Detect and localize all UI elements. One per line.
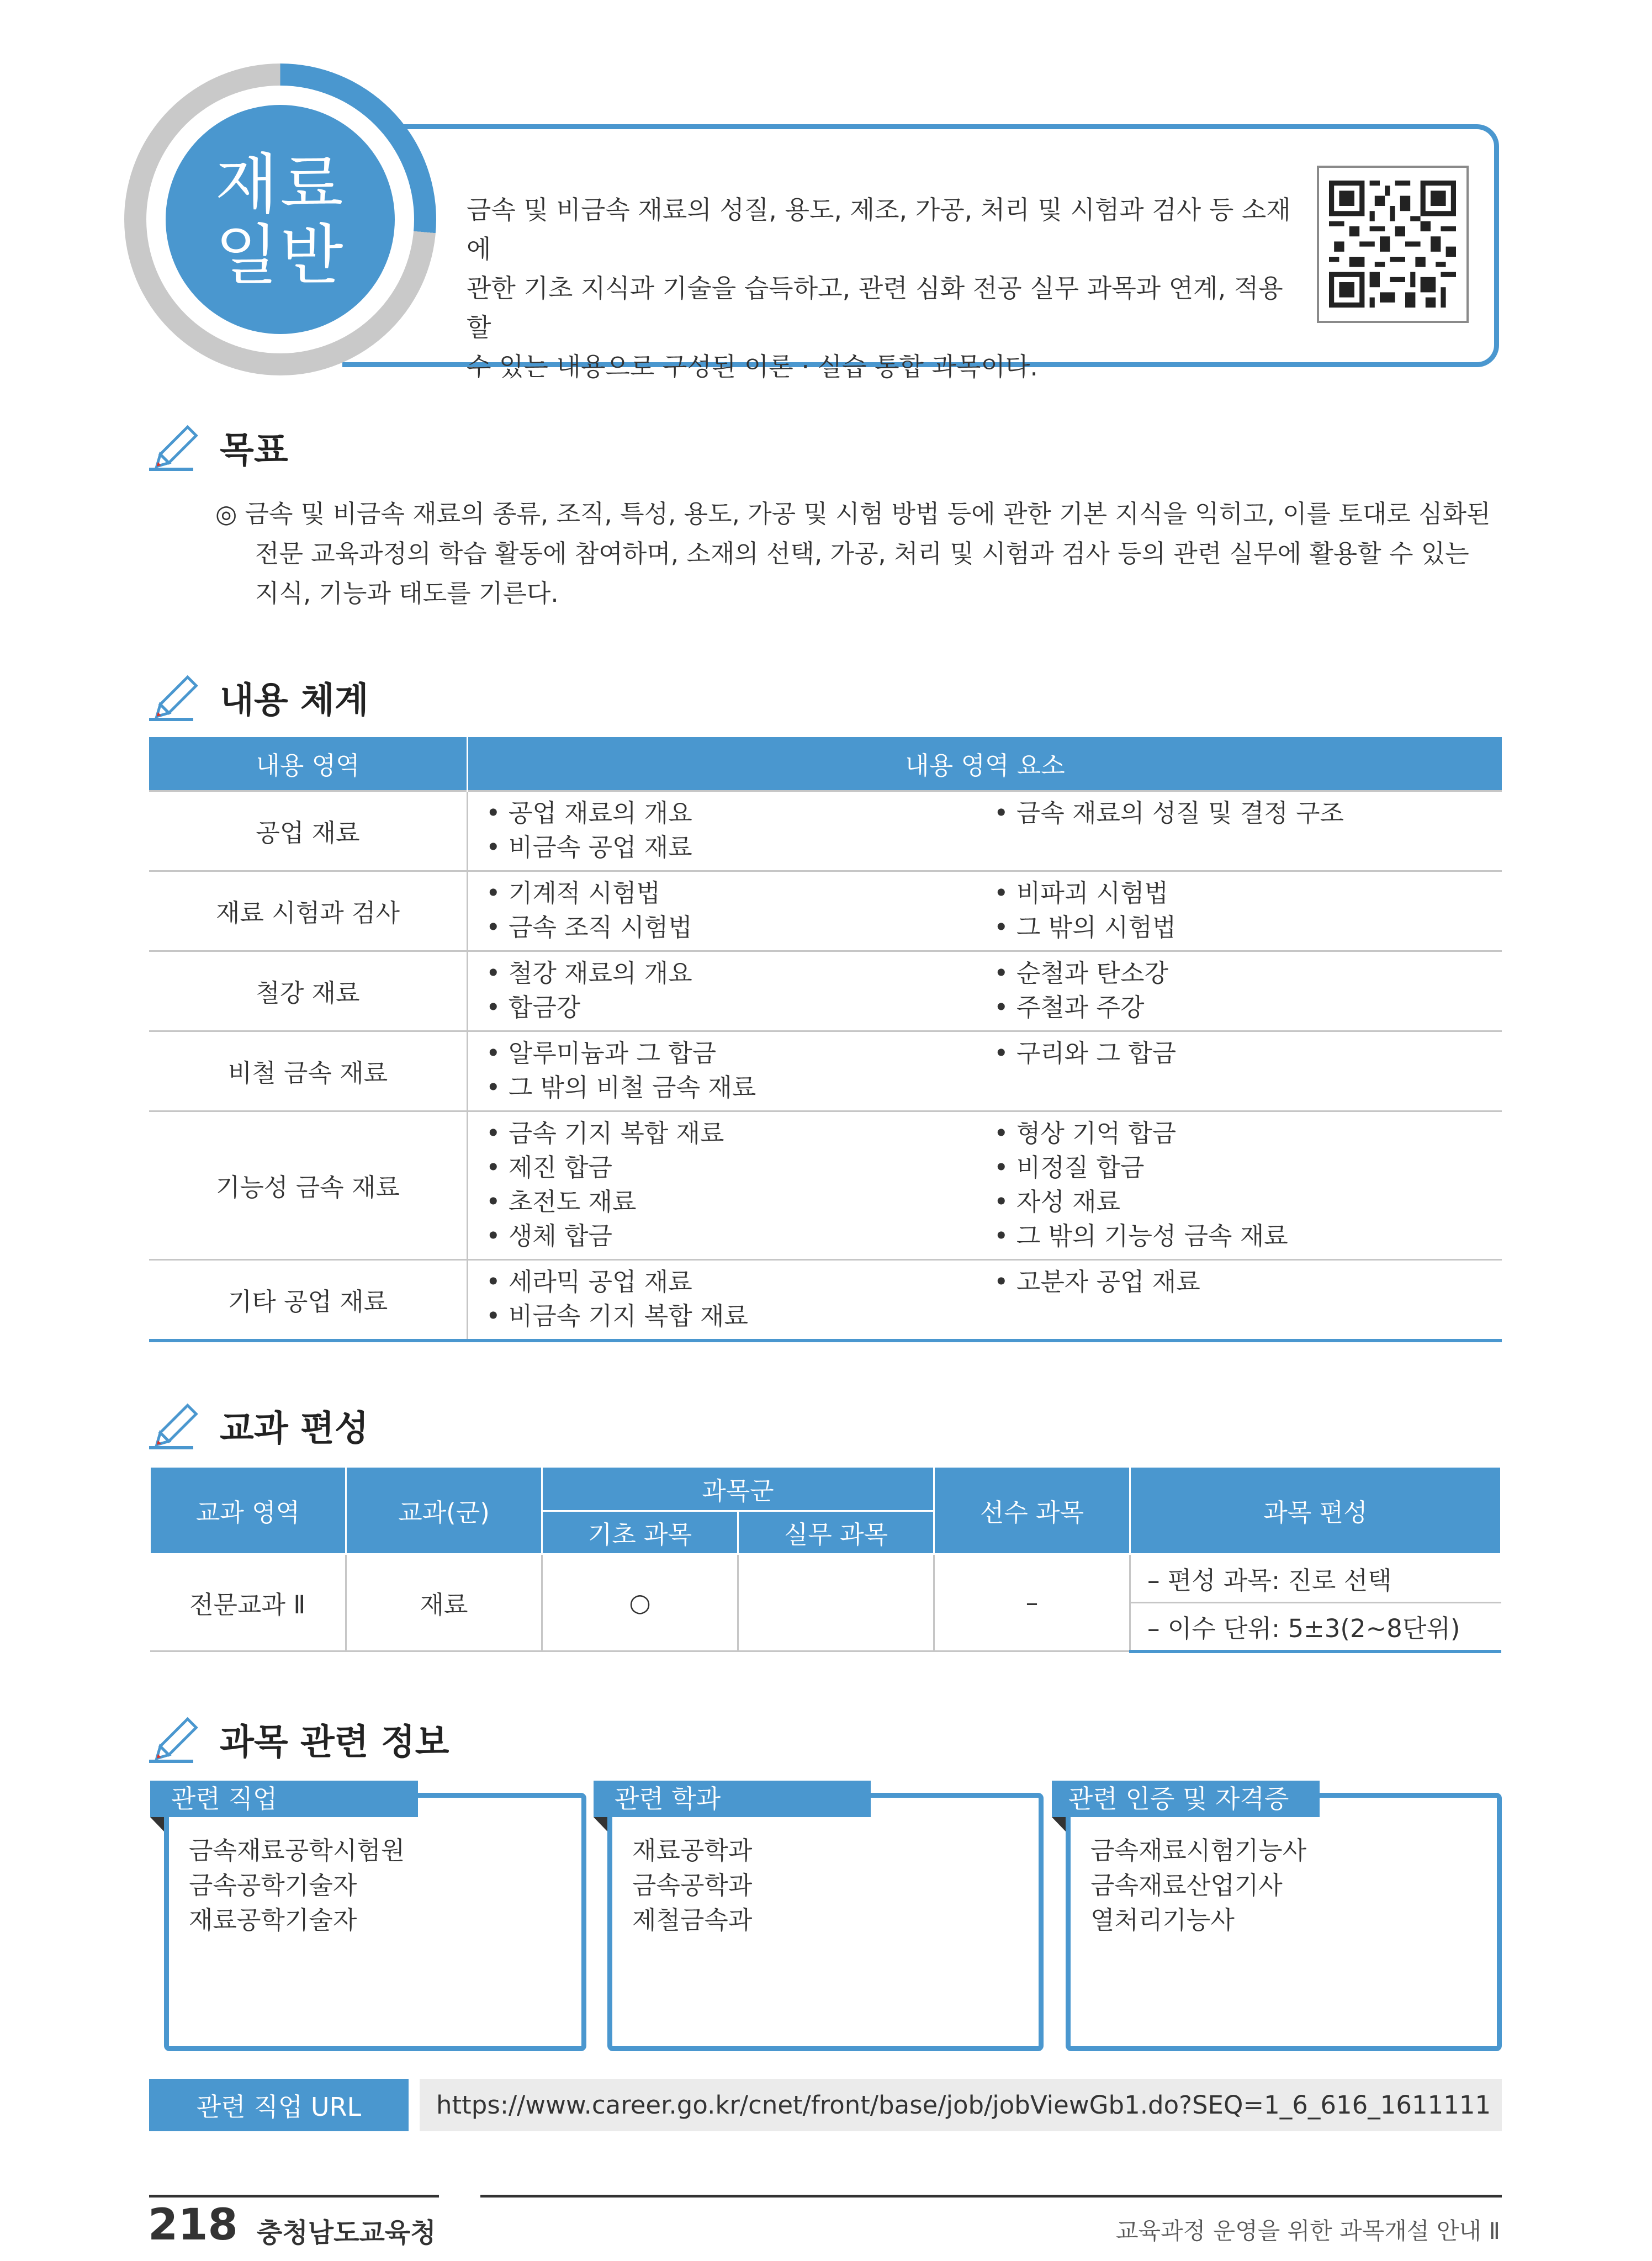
departments-box bbox=[594, 1781, 1044, 2051]
page-number: 218 bbox=[148, 2200, 238, 2250]
subject-title-line1: 재료 bbox=[215, 146, 346, 223]
basic-cell: ○ bbox=[542, 1554, 738, 1651]
area-cell: 기타 공업 재료 bbox=[149, 1259, 468, 1341]
goal-heading bbox=[149, 417, 288, 478]
column-header: 내용 영역 요소 bbox=[468, 737, 1502, 791]
table-row bbox=[149, 791, 1502, 871]
table-row bbox=[149, 1111, 1502, 1259]
table-row bbox=[149, 951, 1502, 1031]
list-item: 금속재료시험기능사 bbox=[1090, 1836, 1307, 1865]
column-header: 교과(군) bbox=[346, 1467, 542, 1554]
column-header: 과목 편성 bbox=[1130, 1467, 1501, 1554]
certifications-list bbox=[1090, 1833, 1306, 1937]
subject-title-line2: 일반 bbox=[215, 216, 346, 293]
intro-line: 수 있는 내용으로 구성된 이론 · 실습 통합 과목이다. bbox=[467, 352, 1038, 382]
qr-code[interactable] bbox=[1317, 166, 1469, 323]
list-item: 금속재료공학시험원 bbox=[189, 1836, 405, 1865]
intro-line: 관한 기초 지식과 기술을 습득하고, 관련 심화 전공 실무 과목과 연계, 적용할 bbox=[467, 273, 1283, 342]
column-header: 과목군 bbox=[542, 1467, 934, 1511]
list-item: 제철금속과 bbox=[632, 1905, 753, 1935]
column-header: 내용 영역 bbox=[149, 737, 468, 791]
intro-text bbox=[467, 190, 1295, 386]
qr-code-icon bbox=[1329, 178, 1456, 310]
practical-cell bbox=[738, 1554, 934, 1651]
table-row bbox=[149, 871, 1502, 951]
certifications-label: 관련 인증 및 자격증 bbox=[1052, 1781, 1320, 1817]
certifications-box bbox=[1052, 1781, 1502, 2051]
table-row bbox=[150, 1554, 1501, 1603]
column-header: 교과 영역 bbox=[150, 1467, 346, 1554]
job-url-label: 관련 직업 URL bbox=[149, 2079, 409, 2131]
departments-label: 관련 학과 bbox=[594, 1781, 871, 1817]
intro-line: 금속 및 비금속 재료의 성질, 용도, 제조, 가공, 처리 및 시험과 검사 등 소재에 bbox=[467, 195, 1291, 264]
goal-line: 전문 교육과정의 학습 활동에 참여하며, 소재의 선택, 가공, 처리 및 시험과 검사 등의 관련 실무에 활용할 수 있는 bbox=[255, 539, 1469, 568]
items-cell: • 철강 재료의 개요 • 합금강 • 순철과 탄소강 • 주철과 주강 bbox=[468, 951, 1502, 1031]
list-item: 재료공학과 bbox=[632, 1836, 753, 1865]
items-cell: • 금속 기지 복합 재료 • 제진 합금 • 초전도 재료 • 생체 합금 • 형상 기억 합금 • 비정질 합금 • 자성 재료 • 그 밖의 기능성 금속 재료 bbox=[468, 1111, 1502, 1259]
column-header: 실무 과목 bbox=[738, 1511, 934, 1554]
pencil-icon bbox=[149, 417, 210, 478]
pencil-icon bbox=[149, 1709, 210, 1770]
items-cell: • 세라믹 공업 재료 • 비금속 기지 복합 재료 • 고분자 공업 재료 bbox=[468, 1259, 1502, 1341]
pencil-icon bbox=[149, 667, 210, 728]
document-title: 교육과정 운영을 위한 과목개설 안내 Ⅱ bbox=[1115, 2217, 1500, 2244]
items-cell: • 기계적 시험법 • 금속 조직 시험법 • 비파괴 시험법 • 그 밖의 시험법 bbox=[468, 871, 1502, 951]
list-item: 재료공학기술자 bbox=[189, 1905, 357, 1935]
list-item: 열처리기능사 bbox=[1090, 1905, 1235, 1935]
org-cell: – 이수 단위: 5±3(2~8단위) bbox=[1130, 1603, 1501, 1651]
list-item: 금속공학과 bbox=[632, 1871, 753, 1900]
curriculum-title: 교과 편성 bbox=[220, 1409, 369, 1449]
table-row bbox=[149, 1031, 1502, 1111]
related-heading bbox=[149, 1709, 449, 1770]
subject-title bbox=[166, 105, 395, 334]
departments-list bbox=[632, 1833, 752, 1937]
area-cell: 재료 시험과 검사 bbox=[149, 871, 468, 951]
table-header-row bbox=[150, 1467, 1501, 1511]
curriculum-heading bbox=[149, 1395, 369, 1456]
area-cell: 공업 재료 bbox=[149, 791, 468, 871]
jobs-box bbox=[150, 1781, 586, 2051]
table-row bbox=[149, 1259, 1502, 1341]
table-header-row bbox=[149, 737, 1502, 791]
content-table bbox=[149, 737, 1502, 1342]
column-header: 기초 과목 bbox=[542, 1511, 738, 1554]
goal-text bbox=[215, 494, 1502, 613]
area-cell: 기능성 금속 재료 bbox=[149, 1111, 468, 1259]
area-cell: 철강 재료 bbox=[149, 951, 468, 1031]
footer-divider bbox=[480, 2195, 1502, 2198]
subject-cell: 재료 bbox=[346, 1554, 542, 1651]
area-cell: 비철 금속 재료 bbox=[149, 1031, 468, 1111]
list-item: 금속공학기술자 bbox=[189, 1871, 357, 1900]
column-header: 선수 과목 bbox=[934, 1467, 1130, 1554]
job-url-link[interactable]: https://www.career.go.kr/cnet/front/base/job/jobViewGb1.do?SEQ=1_6_616_1611111 bbox=[420, 2079, 1502, 2131]
goal-line: 지식, 기능과 태도를 기른다. bbox=[255, 579, 559, 608]
list-item: 금속재료산업기사 bbox=[1090, 1871, 1283, 1900]
related-title: 과목 관련 정보 bbox=[220, 1722, 449, 1763]
goal-line: ◎ 금속 및 비금속 재료의 종류, 조직, 특성, 용도, 가공 및 시험 방법 등에 관한 기본 지식을 익히고, 이를 토대로 심화된 bbox=[215, 499, 1491, 528]
jobs-label: 관련 직업 bbox=[150, 1781, 418, 1817]
area-cell: 전문교과 Ⅱ bbox=[150, 1554, 346, 1651]
content-title: 내용 체계 bbox=[220, 680, 369, 721]
jobs-list bbox=[189, 1833, 405, 1937]
prereq-cell: – bbox=[934, 1554, 1130, 1651]
curriculum-table bbox=[149, 1466, 1502, 1653]
goal-title: 목표 bbox=[220, 430, 288, 471]
pencil-icon bbox=[149, 1395, 210, 1456]
organization-name: 충청남도교육청 bbox=[257, 2217, 436, 2248]
org-cell: – 편성 과목: 진로 선택 bbox=[1130, 1554, 1501, 1603]
items-cell: • 알루미늄과 그 합금 • 그 밖의 비철 금속 재료 • 구리와 그 합금 bbox=[468, 1031, 1502, 1111]
items-cell: • 공업 재료의 개요 • 비금속 공업 재료 • 금속 재료의 성질 및 결정 구조 bbox=[468, 791, 1502, 871]
footer-divider bbox=[149, 2195, 439, 2198]
content-heading bbox=[149, 667, 369, 728]
